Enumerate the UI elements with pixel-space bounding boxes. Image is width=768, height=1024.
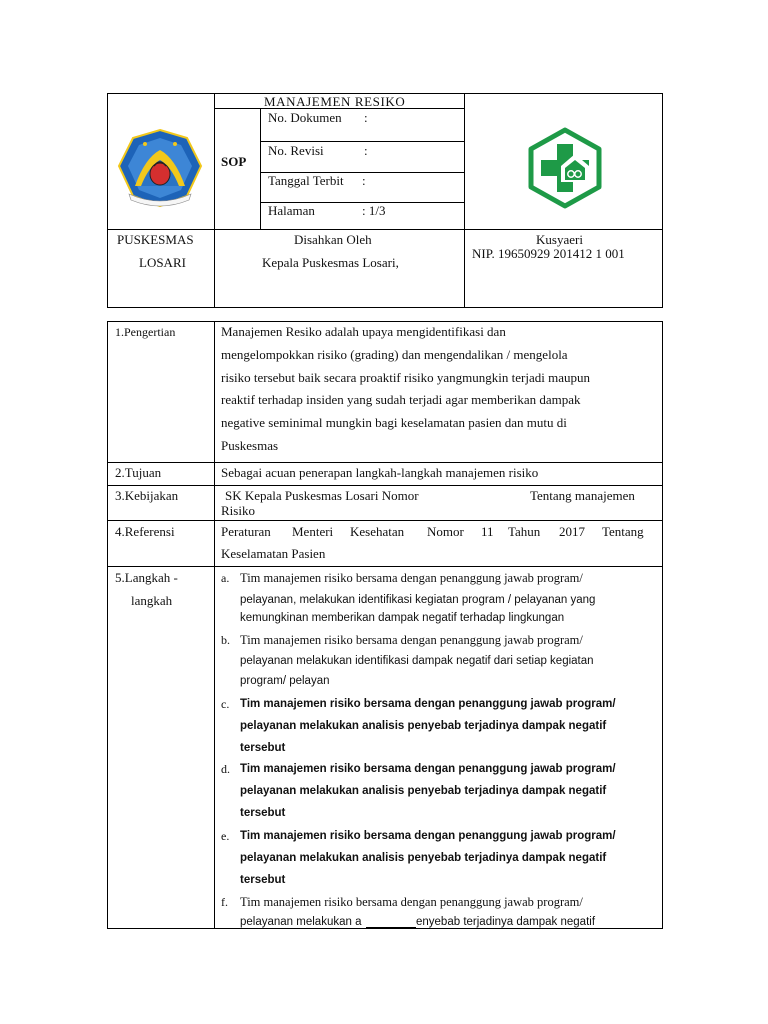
border-line bbox=[107, 520, 663, 521]
signer-nip: NIP. 19650929 201412 1 001 bbox=[472, 246, 625, 261]
document-title: MANAJEMEN RESIKO bbox=[264, 94, 406, 109]
kebijakan-text: SK Kepala Puskesmas Losari Nomor bbox=[225, 488, 419, 503]
kebijakan-text-line2: Risiko bbox=[221, 503, 255, 518]
pengertian-line: reaktif terhadap insiden yang sudah terjadi agar memberikan dampak bbox=[221, 392, 581, 407]
border-line bbox=[662, 321, 663, 929]
list-item-line: program/ pelayan bbox=[240, 675, 330, 687]
referensi-word: Menteri bbox=[292, 524, 334, 539]
field-label-no-revisi: No. Revisi bbox=[268, 143, 324, 158]
section-label-referensi: 4.Referensi bbox=[115, 524, 175, 539]
pengertian-line: mengelompokkan risiko (grading) dan mengendalikan / mengelola bbox=[221, 347, 568, 362]
referensi-word: Peraturan bbox=[221, 524, 271, 539]
field-value-halaman: : 1/3 bbox=[362, 203, 386, 218]
list-item-line: kemungkinan memberikan dampak negatif terhadap lingkungan bbox=[240, 612, 565, 624]
section-label-langkah-line1: 5.Langkah - bbox=[115, 570, 178, 585]
list-item-line: Tim manajemen risiko bersama dengan penanggung jawab program/ bbox=[240, 830, 616, 842]
cut-off-underline bbox=[366, 927, 416, 928]
kebijakan-text-right: Tentang manajemen bbox=[530, 488, 635, 503]
referensi-word: 11 bbox=[481, 524, 494, 539]
list-marker: b. bbox=[221, 633, 230, 647]
org-name-line2: LOSARI bbox=[139, 255, 186, 270]
border-line bbox=[107, 307, 663, 308]
border-line bbox=[214, 321, 215, 929]
border-line bbox=[214, 93, 215, 308]
regional-emblem-icon bbox=[115, 128, 205, 208]
field-label-halaman: Halaman bbox=[268, 203, 315, 218]
list-item-line: Tim manajemen risiko bersama dengan penanggung jawab program/ bbox=[240, 698, 616, 710]
list-marker: f. bbox=[221, 895, 228, 909]
border-line bbox=[464, 93, 465, 308]
referensi-word: Nomor bbox=[427, 524, 464, 539]
list-marker: c. bbox=[221, 697, 230, 711]
border-line bbox=[107, 566, 663, 567]
field-value-tanggal-terbit: : bbox=[362, 173, 366, 188]
list-item-line: Tim manajemen risiko bersama dengan penanggung jawab program/ bbox=[240, 895, 583, 909]
list-marker: e. bbox=[221, 829, 230, 843]
list-marker: a. bbox=[221, 571, 230, 585]
field-label-no-dokumen: No. Dokumen bbox=[268, 110, 342, 125]
border-line bbox=[107, 485, 663, 486]
list-item-line: pelayanan melakukan a bbox=[240, 916, 362, 928]
list-marker: d. bbox=[221, 762, 230, 776]
field-value-no-dokumen: : bbox=[364, 110, 368, 125]
pengertian-line: Puskesmas bbox=[221, 438, 279, 453]
pengertian-line: risiko tersebut baik secara proaktif risiko yangmungkin terjadi maupun bbox=[221, 370, 590, 385]
referensi-word: 2017 bbox=[559, 524, 585, 539]
border-line bbox=[107, 321, 108, 929]
border-line bbox=[260, 108, 261, 230]
list-item-line: tersebut bbox=[240, 742, 286, 754]
border-line bbox=[260, 141, 464, 142]
list-item-line: Tim manajemen risiko bersama dengan penanggung jawab program/ bbox=[240, 633, 583, 647]
border-line bbox=[107, 462, 663, 463]
signer-name: Kusyaeri bbox=[536, 232, 583, 247]
referensi-line2: Keselamatan Pasien bbox=[221, 546, 326, 561]
referensi-word: Kesehatan bbox=[350, 524, 405, 539]
referensi-word: Tentang bbox=[602, 524, 644, 539]
approved-by-label: Disahkan Oleh bbox=[294, 232, 372, 247]
list-item-line: Tim manajemen risiko bersama dengan penanggung jawab program/ bbox=[240, 763, 616, 775]
section-label-tujuan: 2.Tujuan bbox=[115, 465, 162, 480]
border-line bbox=[662, 93, 663, 308]
section-label-kebijakan: 3.Kebijakan bbox=[115, 488, 179, 503]
list-item-line: tersebut bbox=[240, 807, 286, 819]
list-item-line: enyebab terjadinya dampak negatif bbox=[416, 916, 596, 928]
section-label-langkah-line2: langkah bbox=[131, 593, 173, 608]
field-label-tanggal-terbit: Tanggal Terbit bbox=[268, 173, 344, 188]
approver-title: Kepala Puskesmas Losari, bbox=[262, 255, 399, 270]
list-item-line: pelayanan melakukan analisis penyebab terjadinya dampak negatif bbox=[240, 852, 607, 864]
pengertian-line: Manajemen Resiko adalah upaya mengidentifikasi dan bbox=[221, 324, 506, 339]
list-item-line: tersebut bbox=[240, 874, 286, 886]
list-item-line: pelayanan, melakukan identifikasi kegiatan program / pelayanan yang bbox=[240, 594, 596, 606]
referensi-word: Tahun bbox=[508, 524, 541, 539]
border-line bbox=[107, 321, 663, 322]
sop-label: SOP bbox=[221, 154, 247, 169]
border-line bbox=[107, 229, 663, 230]
list-item-line: pelayanan melakukan analisis penyebab terjadinya dampak negatif bbox=[240, 720, 607, 732]
tujuan-text: Sebagai acuan penerapan langkah-langkah manajemen risiko bbox=[221, 465, 539, 480]
border-line bbox=[107, 93, 108, 308]
pengertian-line: negative seminimal mungkin bagi keselamatan pasien dan mutu di bbox=[221, 415, 567, 430]
list-item-line: pelayanan melakukan analisis penyebab terjadinya dampak negatif bbox=[240, 785, 607, 797]
org-name-line1: PUSKESMAS bbox=[117, 232, 194, 247]
field-value-no-revisi: : bbox=[364, 143, 368, 158]
list-item-line: Tim manajemen risiko bersama dengan penanggung jawab program/ bbox=[240, 571, 583, 585]
puskesmas-logo-icon bbox=[523, 126, 607, 210]
list-item-line: pelayanan melakukan identifikasi dampak negatif dari setiap kegiatan bbox=[240, 655, 594, 667]
section-label-pengertian: 1.Pengertian bbox=[115, 325, 176, 339]
